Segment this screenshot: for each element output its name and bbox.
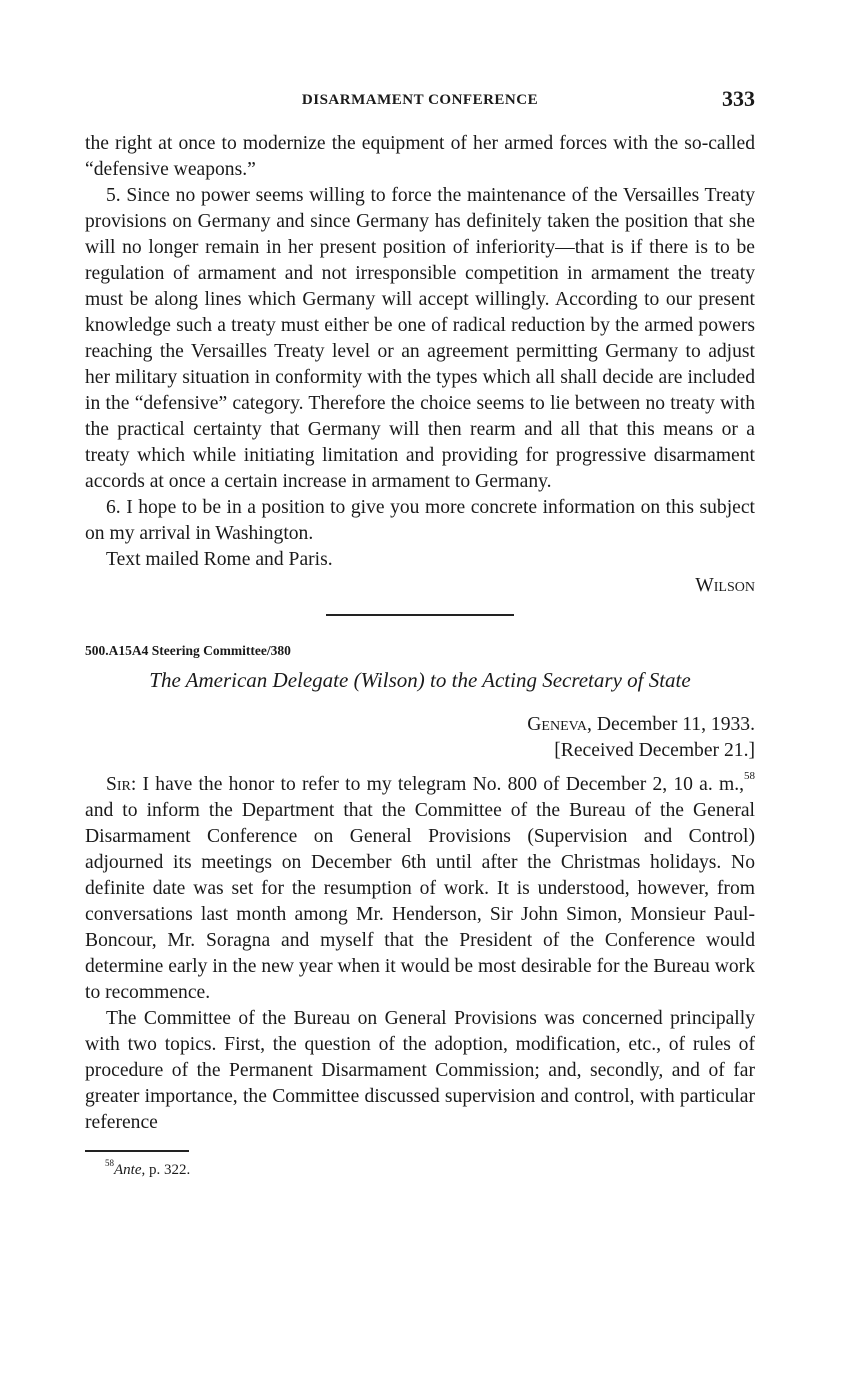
paragraph-5: 5. Since no power seems willing to force the maintenance of the Versailles Treaty provisions on Germany and since Germany has definitely taken the position that she will no longer remain in her present position of inferiority—that is if there is to be regulation of armament and not irresponsible competition in armament the treaty must be along lines which Germany will accept willingly. According to our present knowledge such a treaty must either be one of radical reduction by the armed powers reaching the Versailles Treaty level or an agreement permitting Germany to adjust her military situation in conformity with the types which all shall decide are included in the “defensive” category. Therefore the choice seems to lie between no treaty with the practical certainty that Germany will then rearm and all that this means or a treaty which while initiating limitation and providing for progressive disarmament accords at once a certain increase in armament to Germany. bbox=[85, 185, 755, 492]
letter-body bbox=[85, 772, 755, 1136]
letter-paragraph-1 bbox=[85, 772, 755, 1006]
footnote-ante: Ante bbox=[114, 1162, 142, 1178]
footnote-divider bbox=[85, 1150, 189, 1152]
received-date: [Received December 21.] bbox=[554, 740, 755, 761]
title-part-1: The American Delegate ( bbox=[149, 668, 361, 692]
footnote-number: 58 bbox=[105, 1158, 114, 1168]
footnote bbox=[105, 1160, 755, 1180]
mailed-note: Text mailed Rome and Paris. bbox=[106, 549, 333, 570]
footnote-page-ref: , p. 322. bbox=[141, 1162, 191, 1178]
salutation: Sir bbox=[106, 774, 131, 795]
document-page bbox=[85, 88, 755, 1180]
paragraph-6: 6. I hope to be in a position to give you more concrete information on this subject on my arrival in Washington. bbox=[85, 497, 755, 544]
letter-paragraph-2: The Committee of the Bureau on General Provisions was concerned principally with two topics. First, the question of the adoption, modification, etc., of rules of procedure of the Permanent Disarmament Commission; and, secondly, and of far greater importance, the Committee discussed supervision and control, with particular reference bbox=[85, 1008, 755, 1133]
dateline bbox=[85, 712, 755, 764]
page-number: 333 bbox=[722, 86, 755, 111]
footnote-reference: 58 bbox=[744, 770, 755, 783]
dateline-place: Geneva bbox=[527, 714, 588, 735]
page-header bbox=[85, 88, 755, 118]
title-part-2: ) to the Acting Secretary of State bbox=[417, 668, 691, 692]
running-title: DISARMAMENT CONFERENCE bbox=[301, 92, 539, 108]
title-name: Wilson bbox=[360, 668, 418, 692]
continuation-paragraph: the right at once to modernize the equipment of her armed forces with the so-called “defensive weapons.” bbox=[85, 133, 755, 180]
dateline-date: , December 11, 1933. bbox=[587, 714, 755, 735]
paragraph-1-text: : I have the honor to refer to my telegram No. 800 of December 2, 10 a. m., bbox=[130, 774, 744, 795]
document-title bbox=[85, 666, 755, 694]
file-reference: 500.A15A4 Steering Committee/380 bbox=[85, 643, 291, 658]
paragraph-1-text-continued: and to inform the Department that the Committee of the Bureau of the General Disarmament Conference on General Provisions (Supervision and Control) adjourned its meetings on December 6th until after the Christmas holidays. No definite date was set for the resumption of work. It is understood, however, from conversations last month among Mr. Henderson, Sir John Simon, Monsieur Paul-Boncour, Mr. Soragna and myself that the President of the Conference would determine early in the new year when it would be most desirable for the Bureau work to recommence. bbox=[85, 800, 755, 1003]
section-divider bbox=[326, 614, 514, 616]
telegram-body bbox=[85, 131, 755, 573]
signature: Wilson bbox=[695, 575, 755, 596]
